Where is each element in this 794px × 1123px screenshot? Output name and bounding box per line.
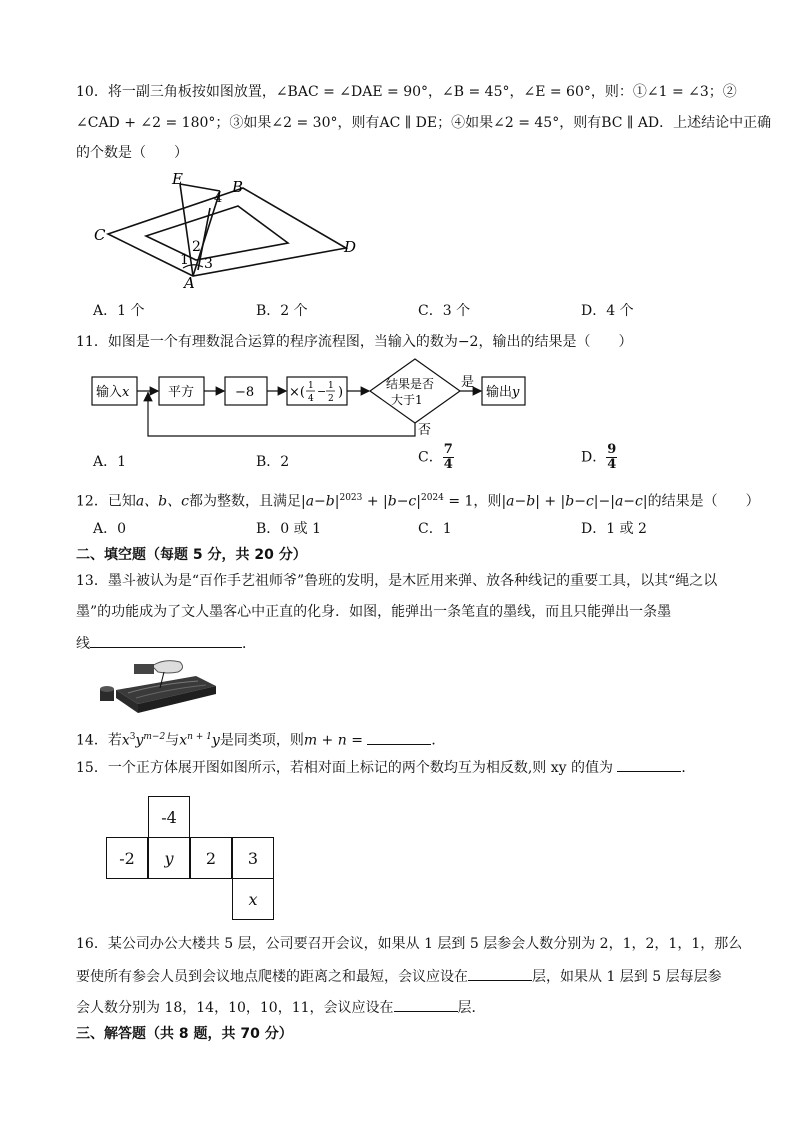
fig-label-1: 1	[180, 252, 189, 268]
flow-frac1-num: 1	[308, 381, 314, 391]
q12-abs2: |b−c|	[383, 493, 421, 510]
q16-answer-blank-2[interactable]	[394, 997, 458, 1012]
fig-label-3: 3	[204, 256, 213, 272]
q13-line2: 墨”的功能成为了文人墨客心中正直的化身．如图，能弹出一条笔直的墨线，而且只能弹出一条墨	[76, 604, 672, 620]
flow-decision-line1: 结果是否	[386, 377, 435, 391]
q11-option-d-num: 9	[607, 442, 617, 457]
q11-option-d-fraction	[606, 443, 617, 472]
flow-yes-label: 是	[461, 375, 475, 390]
q16-line3-a: 会人数分别为 18，14，10，10，11，会议应设在	[76, 1000, 394, 1016]
q12-plus: +	[362, 493, 384, 510]
q13-line3-prefix: 线	[76, 636, 90, 652]
flow-input-label: 输入	[96, 385, 123, 400]
q12-stem-b: 都为整数，且满足	[188, 493, 301, 510]
q10-triangle-figure	[88, 170, 368, 290]
svg-text:输入x	[96, 384, 130, 400]
q12-stem-a: 12．已知	[76, 493, 136, 510]
q15-line	[76, 757, 695, 778]
cube-cell-r2: y	[148, 837, 190, 879]
q16-line3-b: 层．	[457, 1000, 486, 1016]
q13-answer-blank[interactable]	[90, 633, 242, 648]
fig-label-4: 4	[214, 191, 223, 206]
q11-option-c-den: 4	[443, 457, 453, 472]
fig-label-b: B	[232, 178, 244, 196]
q12-exp1: 2023	[339, 493, 363, 503]
cube-cell-r4: 3	[232, 837, 274, 879]
q16-line2-a: 要使所有参会人员到会议地点爬楼的距离之和最短，会议应设在	[76, 969, 468, 985]
q16-line2	[76, 966, 722, 987]
q11-option-c-prefix: C．	[418, 449, 443, 466]
q13-ink-marker-image	[98, 656, 218, 716]
q10-option-a: A．1 个	[93, 303, 145, 319]
q13-line1: 13．墨斗被认为是“百作手艺祖师爷”鲁班的发明，是木匠用来弹、放各种线记的重要工具，以其“绳之以	[76, 573, 718, 589]
fig-label-e: E	[172, 170, 183, 188]
q14-term1-x-exp: 3	[129, 732, 136, 742]
q12-eq: = 1，则	[443, 493, 502, 510]
flow-decision-diamond	[370, 359, 460, 423]
q12-expr: |a−b| + |b−c|−|a−c|	[501, 493, 648, 510]
flow-minus8-label: −8	[235, 385, 255, 400]
q14-term2-x-exp: n + 1	[187, 732, 212, 742]
q11-option-d-den: 4	[607, 457, 617, 472]
q10-line2: ∠CAD + ∠2 = 180°；③如果∠2 = 30°，则有AC ∥ DE；④如果∠2 = 45°，则有BC ∥ AD．上述结论中正确	[76, 115, 772, 131]
q15-suffix: ．	[681, 760, 696, 776]
flow-decision-line2: 大于1	[391, 393, 423, 407]
flow-frac1-den: 4	[308, 394, 314, 404]
q12-stem-c: 的结果是（ ）	[647, 493, 760, 510]
q16-answer-blank-1[interactable]	[468, 966, 532, 981]
q13-line3-suffix: ．	[242, 636, 256, 652]
fig-label-d: D	[344, 238, 357, 256]
q12-exp2: 2024	[420, 493, 444, 503]
q14-term2-y: y	[211, 732, 220, 749]
q11-flowchart	[90, 356, 540, 442]
q15-stem: 15．一个正方体展开图如图所示，若相对面上标记的两个数均互为相反数,则 xy 的值为	[76, 760, 613, 776]
flow-no-label: 否	[418, 423, 432, 438]
cube-cell-r3: 2	[190, 837, 232, 879]
q12-abs1: |a−b|	[300, 493, 340, 510]
q14-answer-blank[interactable]	[367, 730, 431, 745]
q14-term1-y: y	[135, 732, 144, 749]
flow-output-label: 输出	[486, 385, 513, 400]
q11-option-c-fraction	[443, 443, 454, 472]
q14-line	[76, 727, 445, 751]
cube-cell-top: -4	[148, 796, 190, 838]
q11-stem: 11．如图是一个有理数混合运算的程序流程图，当输入的数为−2，输出的结果是（ ）	[76, 334, 633, 350]
flow-frac2-den: 2	[328, 394, 334, 404]
flow-mult-prefix: ×(	[289, 385, 305, 400]
q14-prefix: 14．若	[76, 732, 122, 749]
q12-option-a: A．0	[93, 521, 127, 537]
cube-cell-r1: -2	[106, 837, 148, 879]
q11-option-a: A．1	[93, 454, 127, 470]
q12-vars: a、b、c	[135, 493, 189, 510]
q12-option-d: D．1 或 2	[581, 521, 647, 537]
section-3-heading: 三、解答题（共 8 题，共 70 分）	[76, 1026, 293, 1042]
flow-input-var: x	[122, 385, 130, 400]
fig-label-a: A	[184, 274, 195, 290]
flow-square-label: 平方	[168, 385, 195, 400]
q14-suffix: ．	[431, 732, 446, 749]
flow-frac2-num: 1	[328, 381, 334, 391]
q14-expr: m + n	[303, 732, 347, 749]
fig-label-c: C	[94, 226, 106, 244]
flow-mult-suffix: )	[338, 385, 344, 400]
q12-option-b: B．0 或 1	[256, 521, 322, 537]
q12-option-c: C．1	[418, 521, 452, 537]
q14-term2-x: x	[179, 732, 188, 749]
q11-option-c-num: 7	[443, 442, 453, 457]
q13-line3	[76, 633, 256, 654]
q14-mid: 是同类项，则	[219, 732, 304, 749]
q11-option-b: B．2	[256, 454, 290, 470]
q16-line1: 16．某公司办公大楼共 5 层，公司要召开会议，如果从 1 层到 5 层参会人数分别为 2，1，2，1，1，那么	[76, 936, 743, 952]
q14-term1-x: x	[121, 732, 130, 749]
q11-option-d-prefix: D．	[581, 449, 607, 466]
q10-option-c: C．3 个	[418, 303, 471, 319]
q10-line3: 的个数是（ ）	[76, 145, 188, 161]
q16-line2-b: 层，如果从 1 层到 5 层每层参	[532, 969, 722, 985]
q11-option-d	[581, 443, 617, 472]
svg-text:输出y	[486, 384, 520, 400]
q11-option-c	[418, 443, 454, 472]
q16-line3	[76, 997, 486, 1018]
q14-eq: =	[346, 732, 368, 749]
q15-answer-blank[interactable]	[617, 757, 681, 772]
q12-stem	[76, 488, 760, 512]
fig-label-2: 2	[192, 239, 201, 255]
flow-output-var: y	[512, 385, 520, 400]
q14-and: 与	[165, 732, 180, 749]
flow-minus: −	[317, 385, 327, 398]
q10-line1: 10．将一副三角板按如图放置，∠BAC = ∠DAE = 90°，∠B = 45°，∠E = 60°，则：①∠1 = ∠3；②	[76, 84, 737, 100]
q10-option-b: B．2 个	[256, 303, 308, 319]
cube-cell-bottom: x	[232, 878, 274, 920]
q14-term1-y-exp: m−2	[143, 732, 166, 742]
q10-option-d: D．4 个	[581, 303, 634, 319]
section-2-heading: 二、填空题（每题 5 分，共 20 分）	[76, 547, 307, 563]
